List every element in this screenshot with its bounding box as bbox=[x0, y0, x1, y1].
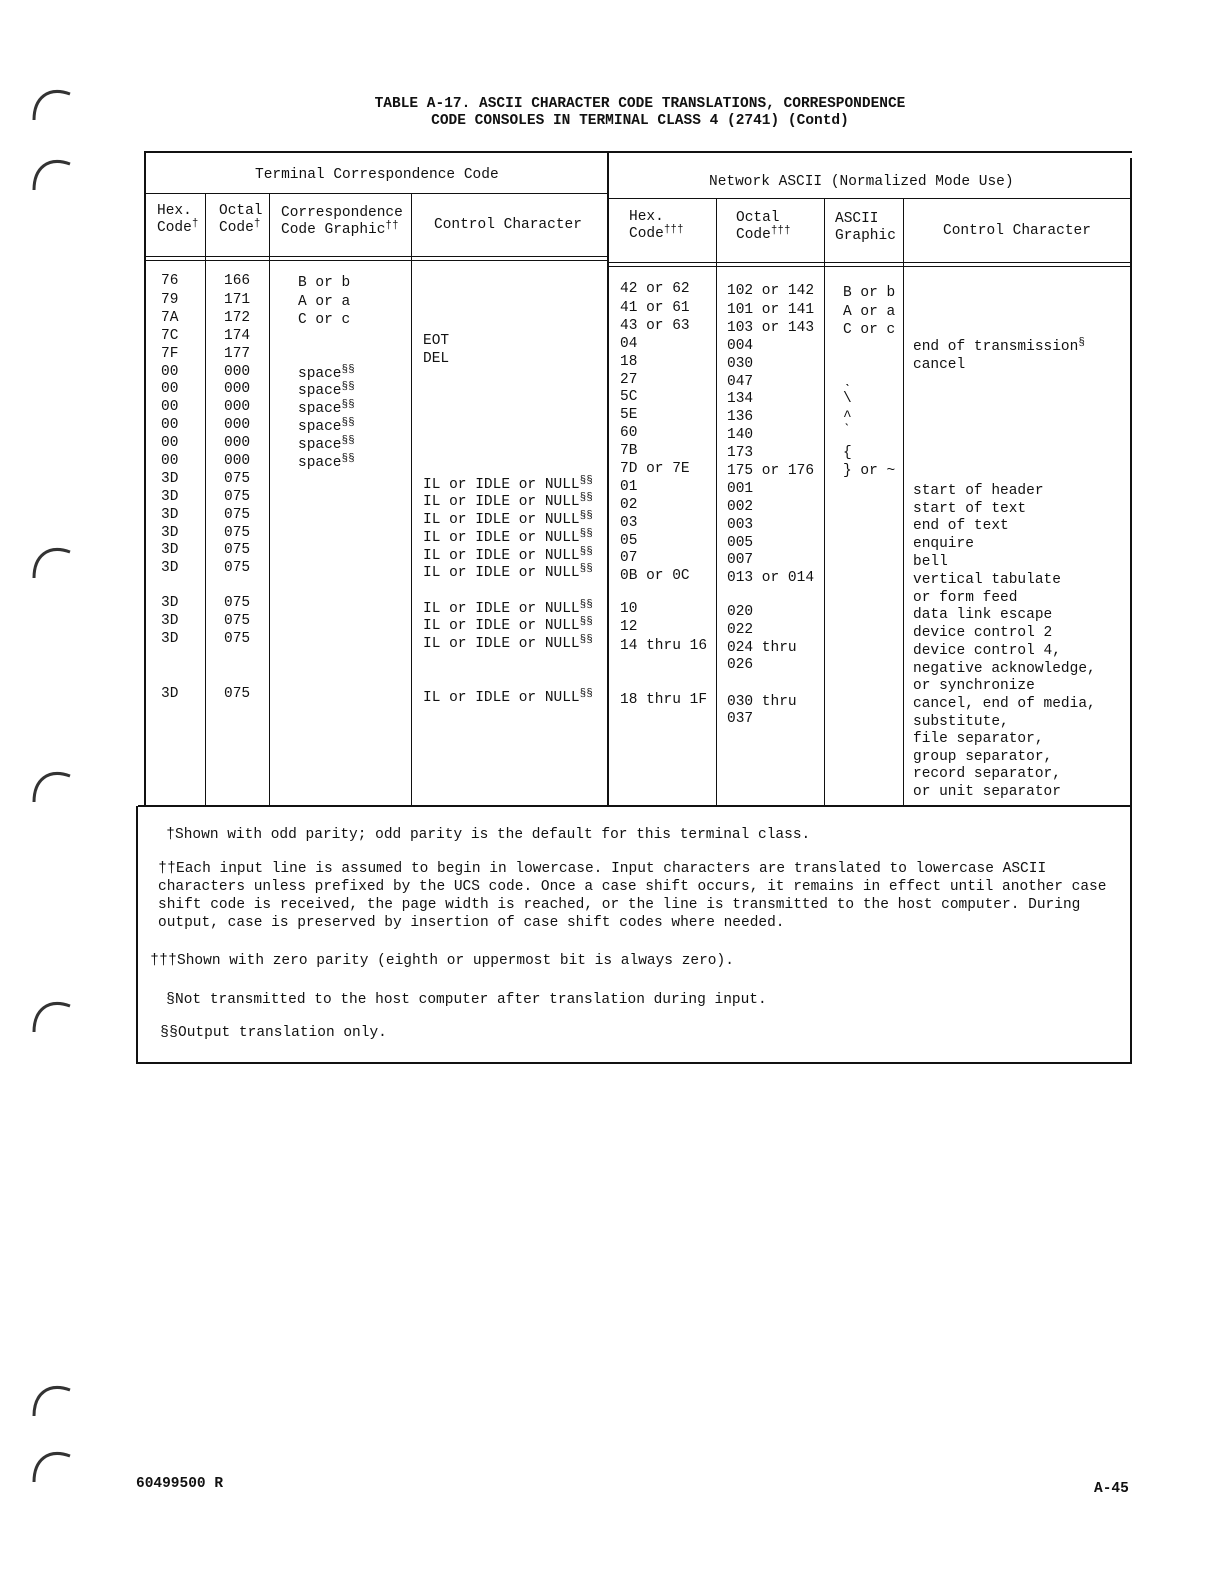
binder-hole-icon bbox=[30, 762, 76, 808]
network-octal-cell: 037 bbox=[727, 711, 754, 727]
hex-cell: 3D bbox=[161, 631, 179, 647]
network-octal-cell: 136 bbox=[727, 409, 754, 425]
network-hex-cell: 18 thru 1F bbox=[620, 692, 708, 708]
header-network-hex-code: Hex. Code††† bbox=[629, 209, 684, 242]
network-hex-cell: 42 or 62 bbox=[620, 281, 690, 297]
octal-cell: 075 bbox=[224, 471, 251, 487]
octal-cell: 172 bbox=[224, 310, 251, 326]
table-title bbox=[300, 96, 980, 130]
network-control-cell: record separator, bbox=[913, 766, 1061, 782]
network-hex-cell: 60 bbox=[620, 425, 638, 441]
octal-cell: 075 bbox=[224, 631, 251, 647]
graphic-cell: space§§ bbox=[298, 417, 355, 435]
control-cell: IL or IDLE or NULL§§ bbox=[423, 599, 593, 617]
octal-cell: 000 bbox=[224, 399, 251, 415]
octal-cell: 171 bbox=[224, 292, 251, 308]
octal-cell: 177 bbox=[224, 346, 251, 362]
network-octal-cell: 030 bbox=[727, 356, 754, 372]
group-header-terminal: Terminal Correspondence Code bbox=[255, 167, 499, 183]
network-control-cell: vertical tabulate bbox=[913, 572, 1061, 588]
network-octal-cell: 026 bbox=[727, 657, 754, 673]
network-octal-cell: 173 bbox=[727, 445, 754, 461]
hex-cell: 00 bbox=[161, 417, 179, 433]
control-cell: IL or IDLE or NULL§§ bbox=[423, 546, 593, 564]
network-control-cell: end of text bbox=[913, 518, 1009, 534]
network-octal-cell: 024 thru bbox=[727, 640, 797, 656]
hex-cell: 3D bbox=[161, 542, 179, 558]
binder-hole-icon bbox=[30, 150, 76, 196]
network-hex-cell: 5E bbox=[620, 407, 638, 423]
network-hex-cell: 0B or 0C bbox=[620, 568, 690, 584]
network-octal-cell: 007 bbox=[727, 552, 754, 568]
hex-cell: 7A bbox=[161, 310, 179, 326]
graphic-cell: space§§ bbox=[298, 399, 355, 417]
network-hex-cell: 01 bbox=[620, 479, 638, 495]
octal-cell: 166 bbox=[224, 273, 251, 289]
graphic-cell: space§§ bbox=[298, 435, 355, 453]
control-cell: IL or IDLE or NULL§§ bbox=[423, 563, 593, 581]
octal-cell: 075 bbox=[224, 595, 251, 611]
octal-cell: 174 bbox=[224, 328, 251, 344]
octal-cell: 075 bbox=[224, 525, 251, 541]
ascii-cell: { bbox=[843, 445, 852, 461]
network-control-cell: start of header bbox=[913, 483, 1044, 499]
network-octal-cell: 013 or 014 bbox=[727, 570, 815, 586]
table-title-line2: CODE CONSOLES IN TERMINAL CLASS 4 (2741) (Contd) bbox=[431, 113, 849, 129]
control-cell: IL or IDLE or NULL§§ bbox=[423, 634, 593, 652]
network-octal-cell: 140 bbox=[727, 427, 754, 443]
control-cell: IL or IDLE or NULL§§ bbox=[423, 688, 593, 706]
hex-cell: 76 bbox=[161, 273, 179, 289]
network-control-cell: cancel bbox=[913, 357, 966, 373]
footnote-double-section: §§Output translation only. bbox=[160, 1024, 387, 1041]
graphic-cell: A or a bbox=[298, 294, 351, 310]
ascii-cell: B or b bbox=[843, 285, 896, 301]
header-network-octal-code: Octal Code††† bbox=[736, 210, 791, 243]
network-octal-cell: 047 bbox=[727, 374, 754, 390]
binder-hole-icon bbox=[30, 992, 76, 1038]
octal-cell: 075 bbox=[224, 507, 251, 523]
header-control-character: Control Character bbox=[434, 217, 582, 233]
group-header-network: Network ASCII (Normalized Mode Use) bbox=[709, 174, 1014, 190]
octal-cell: 000 bbox=[224, 435, 251, 451]
header-ascii-graphic: ASCII Graphic bbox=[835, 211, 896, 244]
control-cell: IL or IDLE or NULL§§ bbox=[423, 510, 593, 528]
network-hex-cell: 02 bbox=[620, 497, 638, 513]
hex-cell: 3D bbox=[161, 489, 179, 505]
network-octal-cell: 005 bbox=[727, 535, 754, 551]
control-cell: EOT bbox=[423, 333, 450, 349]
network-control-cell: device control 4, bbox=[913, 643, 1061, 659]
network-control-cell: end of transmission§ bbox=[913, 337, 1085, 355]
network-control-cell: enquire bbox=[913, 536, 974, 552]
hex-cell: 3D bbox=[161, 613, 179, 629]
network-octal-cell: 101 or 141 bbox=[727, 302, 815, 318]
network-hex-cell: 05 bbox=[620, 533, 638, 549]
footnote-dagger: †Shown with odd parity; odd parity is the default for this terminal class. bbox=[166, 826, 811, 843]
network-control-cell: bell bbox=[913, 554, 948, 570]
page-number: A-45 bbox=[1094, 1481, 1129, 1497]
hex-cell: 3D bbox=[161, 507, 179, 523]
control-cell: IL or IDLE or NULL§§ bbox=[423, 475, 593, 493]
binder-hole-icon bbox=[30, 1442, 76, 1488]
network-hex-cell: 07 bbox=[620, 550, 638, 566]
graphic-cell: B or b bbox=[298, 275, 351, 291]
hex-cell: 00 bbox=[161, 453, 179, 469]
footnote-triple-dagger: †††Shown with zero parity (eighth or uppermost bit is always zero). bbox=[150, 952, 734, 969]
hex-cell: 3D bbox=[161, 525, 179, 541]
network-hex-cell: 03 bbox=[620, 515, 638, 531]
network-hex-cell: 04 bbox=[620, 336, 638, 352]
network-control-cell: start of text bbox=[913, 501, 1027, 517]
network-octal-cell: 003 bbox=[727, 517, 754, 533]
ascii-cell: \ bbox=[843, 391, 852, 407]
network-control-cell: substitute, bbox=[913, 714, 1009, 730]
network-octal-cell: 102 or 142 bbox=[727, 283, 815, 299]
ascii-cell: ˋ bbox=[843, 423, 852, 439]
network-hex-cell: 7D or 7E bbox=[620, 461, 690, 477]
header-correspondence-graphic: Correspondence Code Graphic†† bbox=[281, 205, 403, 238]
network-octal-cell: 001 bbox=[727, 481, 754, 497]
network-octal-cell: 020 bbox=[727, 604, 754, 620]
ascii-cell: ^ bbox=[843, 409, 852, 425]
header-octal-code: Octal Code† bbox=[219, 203, 263, 236]
network-hex-cell: 7B bbox=[620, 443, 638, 459]
ascii-cell: A or a bbox=[843, 304, 896, 320]
ascii-cell: } or ~ bbox=[843, 463, 896, 479]
network-control-cell: or synchronize bbox=[913, 678, 1035, 694]
network-hex-cell: 14 thru 16 bbox=[620, 638, 708, 654]
ascii-cell: C or c bbox=[843, 322, 896, 338]
network-control-cell: data link escape bbox=[913, 607, 1053, 623]
binder-hole-icon bbox=[30, 1376, 76, 1422]
network-octal-cell: 103 or 143 bbox=[727, 320, 815, 336]
octal-cell: 075 bbox=[224, 560, 251, 576]
footnote-double-dagger: ††Each input line is assumed to begin in lowercase. Input characters are translated to lowercase ASCII characters unless prefixed by the UCS code. Once a case shift occurs, it remains in effect until another case shift code is received, the page width is reached, or the line is transmitted to the host computer. During output, case is preserved by insertion of case shift codes where needed. bbox=[158, 860, 1107, 931]
octal-cell: 075 bbox=[224, 489, 251, 505]
table-title-line1: TABLE A-17. ASCII CHARACTER CODE TRANSLATIONS, CORRESPONDENCE bbox=[374, 96, 906, 112]
octal-cell: 000 bbox=[224, 417, 251, 433]
graphic-cell: space§§ bbox=[298, 453, 355, 471]
network-octal-cell: 002 bbox=[727, 499, 754, 515]
hex-cell: 3D bbox=[161, 471, 179, 487]
octal-cell: 075 bbox=[224, 686, 251, 702]
network-control-cell: or form feed bbox=[913, 590, 1018, 606]
hex-cell: 3D bbox=[161, 560, 179, 576]
hex-cell: 79 bbox=[161, 292, 179, 308]
binder-hole-icon bbox=[30, 80, 76, 126]
network-hex-cell: 43 or 63 bbox=[620, 318, 690, 334]
graphic-cell: C or c bbox=[298, 312, 351, 328]
network-hex-cell: 18 bbox=[620, 354, 638, 370]
ascii-cell: ˎ bbox=[843, 372, 852, 388]
hex-cell: 7F bbox=[161, 346, 179, 362]
control-cell: IL or IDLE or NULL§§ bbox=[423, 492, 593, 510]
network-control-cell: group separator, bbox=[913, 749, 1053, 765]
control-cell: DEL bbox=[423, 351, 450, 367]
binder-hole-icon bbox=[30, 538, 76, 584]
octal-cell: 000 bbox=[224, 381, 251, 397]
hex-cell: 3D bbox=[161, 686, 179, 702]
octal-cell: 000 bbox=[224, 453, 251, 469]
octal-cell: 075 bbox=[224, 613, 251, 629]
network-control-cell: device control 2 bbox=[913, 625, 1053, 641]
network-hex-cell: 27 bbox=[620, 372, 638, 388]
graphic-cell: space§§ bbox=[298, 364, 355, 382]
octal-cell: 075 bbox=[224, 542, 251, 558]
hex-cell: 00 bbox=[161, 364, 179, 380]
graphic-cell: space§§ bbox=[298, 381, 355, 399]
network-hex-cell: 12 bbox=[620, 619, 638, 635]
network-hex-cell: 41 or 61 bbox=[620, 300, 690, 316]
control-cell: IL or IDLE or NULL§§ bbox=[423, 616, 593, 634]
network-control-cell: file separator, bbox=[913, 731, 1044, 747]
hex-cell: 7C bbox=[161, 328, 179, 344]
hex-cell: 00 bbox=[161, 381, 179, 397]
footnote-section: §Not transmitted to the host computer after translation during input. bbox=[166, 991, 767, 1008]
hex-cell: 00 bbox=[161, 435, 179, 451]
network-hex-cell: 5C bbox=[620, 389, 638, 405]
network-control-cell: cancel, end of media, bbox=[913, 696, 1096, 712]
document-number: 60499500 R bbox=[136, 1476, 224, 1492]
network-octal-cell: 175 or 176 bbox=[727, 463, 815, 479]
header-hex-code: Hex. Code† bbox=[157, 203, 199, 236]
hex-cell: 3D bbox=[161, 595, 179, 611]
network-octal-cell: 134 bbox=[727, 391, 754, 407]
network-control-cell: or unit separator bbox=[913, 784, 1061, 800]
network-octal-cell: 022 bbox=[727, 622, 754, 638]
network-octal-cell: 004 bbox=[727, 338, 754, 354]
network-control-cell: negative acknowledge, bbox=[913, 661, 1096, 677]
hex-cell: 00 bbox=[161, 399, 179, 415]
octal-cell: 000 bbox=[224, 364, 251, 380]
network-octal-cell: 030 thru bbox=[727, 694, 797, 710]
network-hex-cell: 10 bbox=[620, 601, 638, 617]
control-cell: IL or IDLE or NULL§§ bbox=[423, 528, 593, 546]
header-network-control-character: Control Character bbox=[943, 223, 1091, 239]
